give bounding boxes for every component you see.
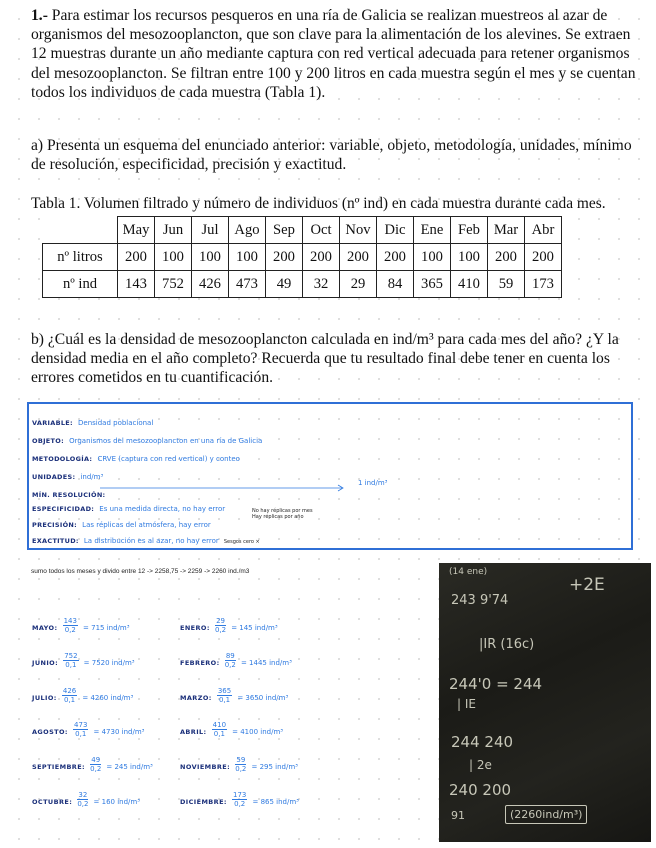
month-header: Ene [414, 217, 451, 244]
month-label: FEBRERO: [180, 659, 220, 667]
note-value: ind/m³ [80, 473, 104, 481]
note-value: Organismos del mesozooplancton en una ría de Galicia [69, 437, 263, 445]
table-cell: 200 [377, 244, 414, 271]
month-result: = 4730 ind/m³ [93, 728, 145, 736]
fraction [232, 791, 247, 808]
fraction [90, 756, 101, 773]
note-value: 1 ind/m³ [358, 479, 388, 487]
calc-row [32, 789, 140, 808]
fraction-num: 752 [64, 652, 78, 660]
note-label: OBJETO: [32, 437, 64, 445]
calc-row [32, 719, 144, 738]
calc-row [180, 685, 288, 704]
note-label: METODOLOGÍA: [32, 455, 93, 463]
problem-number: 1.- [31, 7, 48, 24]
fraction-den: 0,2 [214, 626, 227, 634]
fraction-num: 473 [74, 721, 88, 729]
fraction-den: 0,1 [213, 730, 225, 738]
month-label: JULIO: [32, 694, 57, 702]
month-label: ABRIL: [180, 728, 207, 736]
chalk-text: (14 ene) [449, 567, 488, 577]
fraction-num: 173 [233, 791, 247, 799]
note-value: CRVE (captura con red vertical) y conteo [97, 455, 240, 463]
calc-row [180, 719, 283, 738]
fraction [212, 721, 227, 738]
row-label: nº ind [43, 271, 118, 298]
table-cell: 173 [525, 271, 562, 298]
table-cell: 100 [192, 244, 229, 271]
month-label: DICIEMBRE: [180, 798, 227, 806]
table-cell: 200 [266, 244, 303, 271]
fraction-den: 0,1 [218, 696, 231, 704]
chalk-text: 244'0 = 244 [449, 675, 543, 693]
table-cell: 410 [451, 271, 488, 298]
table-cell: 143 [118, 271, 155, 298]
month-label: JUNIO: [32, 659, 59, 667]
month-result: = 4100 ind/m³ [232, 728, 284, 736]
month-header: Abr [525, 217, 562, 244]
problem-statement [31, 6, 643, 102]
table-cell: 473 [229, 271, 266, 298]
chalk-text: 91 [451, 809, 465, 822]
note-value: La distribución es al azar, no hay error [83, 537, 219, 545]
precision-note: Hay réplicas por año [252, 514, 304, 520]
month-result: = 295 ind/m³ [251, 763, 298, 771]
month-label: OCTUBRE: [32, 798, 73, 806]
calc-row [180, 650, 292, 669]
fraction [77, 791, 88, 808]
precision-notes [252, 508, 313, 520]
month-header: Nov [340, 217, 377, 244]
calc-row [32, 650, 135, 669]
table-cell: 49 [266, 271, 303, 298]
month-header: Sep [266, 217, 303, 244]
fraction-num: 426 [62, 687, 77, 695]
table-corner [43, 217, 118, 244]
note-exactitud [32, 528, 260, 547]
month-result: = 245 ind/m³ [106, 763, 153, 771]
table-row [43, 271, 562, 298]
chalk-text: | 2e [469, 758, 492, 772]
note-metodologia [32, 446, 240, 465]
chalk-text: 243 9'74 [451, 593, 509, 608]
table-cell: 59 [488, 271, 525, 298]
month-label: MAYO: [32, 624, 58, 632]
month-label: AGOSTO: [32, 728, 68, 736]
table-cell: 200 [303, 244, 340, 271]
month-header: Oct [303, 217, 340, 244]
table-row [43, 244, 562, 271]
note-label: PRECISIÓN: [32, 521, 78, 529]
table-cell: 100 [451, 244, 488, 271]
fraction-num: 32 [78, 791, 88, 799]
arrow-icon [100, 483, 350, 493]
table-header-row [43, 217, 562, 244]
fraction-den: 0,2 [224, 661, 236, 669]
fraction-num: 29 [216, 617, 225, 625]
calc-row [32, 685, 133, 704]
month-header: Dic [377, 217, 414, 244]
table-cell: 200 [525, 244, 562, 271]
month-result: = 715 ind/m³ [83, 624, 130, 632]
month-header: Mar [488, 217, 525, 244]
fraction-den: 0,2 [77, 800, 89, 808]
fraction-num: 59 [236, 756, 246, 764]
sum-line: sumo todos los meses y divido entre 12 -> 2258,75 -> 2259 -> 2260 ind./m3 [31, 568, 250, 575]
month-label: SEPTIEMBRE: [32, 763, 86, 771]
table-cell: 365 [414, 271, 451, 298]
chalk-text: 240 200 [449, 781, 512, 799]
calc-row [32, 615, 130, 634]
calc-row [32, 754, 153, 773]
note-label: EXACTITUD: [32, 537, 79, 545]
table-cell: 100 [229, 244, 266, 271]
month-header: Feb [451, 217, 488, 244]
note-label: UNIDADES: [32, 473, 76, 481]
table-cell: 100 [155, 244, 192, 271]
note-unidades [32, 464, 103, 483]
fraction [215, 617, 226, 634]
chalk-text: 244 240 [451, 733, 514, 751]
month-result: = 7520 ind/m³ [83, 659, 135, 667]
fraction-den: 0,2 [234, 800, 246, 808]
table-cell: 100 [414, 244, 451, 271]
note-label: MÍN. RESOLUCIÓN: [32, 491, 106, 499]
chalk-text: | IE [457, 697, 476, 711]
month-result: = 4260 ind/m³ [82, 694, 134, 702]
fraction-den: 0,2 [64, 626, 76, 634]
month-result: = 160 ind/m³ [93, 798, 141, 806]
fraction-den: 0,1 [75, 730, 87, 738]
note-value: Es una medida directa, no hay error [99, 505, 226, 513]
month-label: MARZO: [180, 694, 212, 702]
fraction-den: 0,2 [235, 765, 247, 773]
fraction-num: 365 [217, 687, 232, 695]
note-variable [32, 410, 153, 429]
note-value: Las réplicas del atmósfera, hay error [82, 521, 211, 529]
month-label: NOVIEMBRE: [180, 763, 231, 771]
chalkboard-photo [439, 563, 651, 842]
row-label: nº litros [43, 244, 118, 271]
fraction [63, 617, 78, 634]
chalk-result-box: (2260ind/m³) [505, 805, 587, 824]
fraction-num: 143 [63, 617, 77, 625]
exactitud-note: Sesgos cero × [223, 539, 260, 545]
month-header: May [118, 217, 155, 244]
table-cell: 200 [340, 244, 377, 271]
fraction-num: 410 [212, 721, 227, 729]
month-header: Jul [192, 217, 229, 244]
note-label: ESPECIFICIDAD: [32, 505, 95, 513]
fraction-den: 0,1 [64, 696, 76, 704]
data-table [42, 216, 562, 298]
fraction [73, 721, 88, 738]
month-header: Ago [229, 217, 266, 244]
chalk-text: |IR (16c) [479, 637, 535, 652]
fraction [235, 756, 246, 773]
fraction [63, 652, 78, 669]
calc-row [180, 754, 298, 773]
table-cell: 32 [303, 271, 340, 298]
table-cell: 29 [340, 271, 377, 298]
month-result: = 3650 ind/m³ [237, 694, 289, 702]
fraction [62, 687, 77, 704]
fraction-num: 89 [225, 652, 235, 660]
part-b: b) ¿Cuál es la densidad de mesozooplancton calculada en ind/m³ para cada mes del año? ¿Y la densidad media en el año completo? Recuerda que tu resultado final debe tener en cuenta los errores cometidos en tu cuantificación. [31, 331, 619, 387]
note-label: VARIABLE: [32, 419, 73, 427]
fraction-den: 0,1 [65, 661, 77, 669]
month-header: Jun [155, 217, 192, 244]
fraction [225, 652, 236, 669]
fraction-num: 49 [91, 756, 101, 764]
fraction-den: 0,2 [90, 765, 102, 773]
fraction [217, 687, 232, 704]
table-cell: 426 [192, 271, 229, 298]
precision-note: No hay réplicas por mes [252, 508, 313, 514]
table-cell: 752 [155, 271, 192, 298]
chalk-text: +2E [569, 575, 605, 595]
note-value: Densidad poblacional [78, 419, 154, 427]
month-result: = 1445 ind/m³ [240, 659, 292, 667]
part-a: a) Presenta un esquema del enunciado anterior: variable, objeto, metodología, unidades, mínimo de resolución, especificidad, precisión y exactitud. [31, 137, 632, 174]
calc-row [180, 789, 299, 808]
month-result: = 865 ind/m³ [252, 798, 299, 806]
problem-text: Para estimar los recursos pesqueros en una ría de Galicia se realizan muestreos al azar de organismos del mesozooplancton, que son clave para la alimentación de los alevines. Se extraen 12 muestras durante un año mediante captura con red vertical adecuada para retener organismos del mesozooplancton. Se filtran entre 100 y 200 litros en cada muestra según el mes y se cuentan todos los individuos de cada muestra (Tabla 1). [31, 7, 636, 101]
month-result: = 145 ind/m³ [231, 624, 278, 632]
table-cell: 200 [488, 244, 525, 271]
calc-row [180, 615, 278, 634]
table-cell: 200 [118, 244, 155, 271]
table-cell: 84 [377, 271, 414, 298]
note-objeto [32, 428, 262, 447]
month-label: ENERO: [180, 624, 210, 632]
table-caption: Tabla 1. Volumen filtrado y número de individuos (nº ind) en cada muestra durante cada mes. [31, 195, 606, 212]
